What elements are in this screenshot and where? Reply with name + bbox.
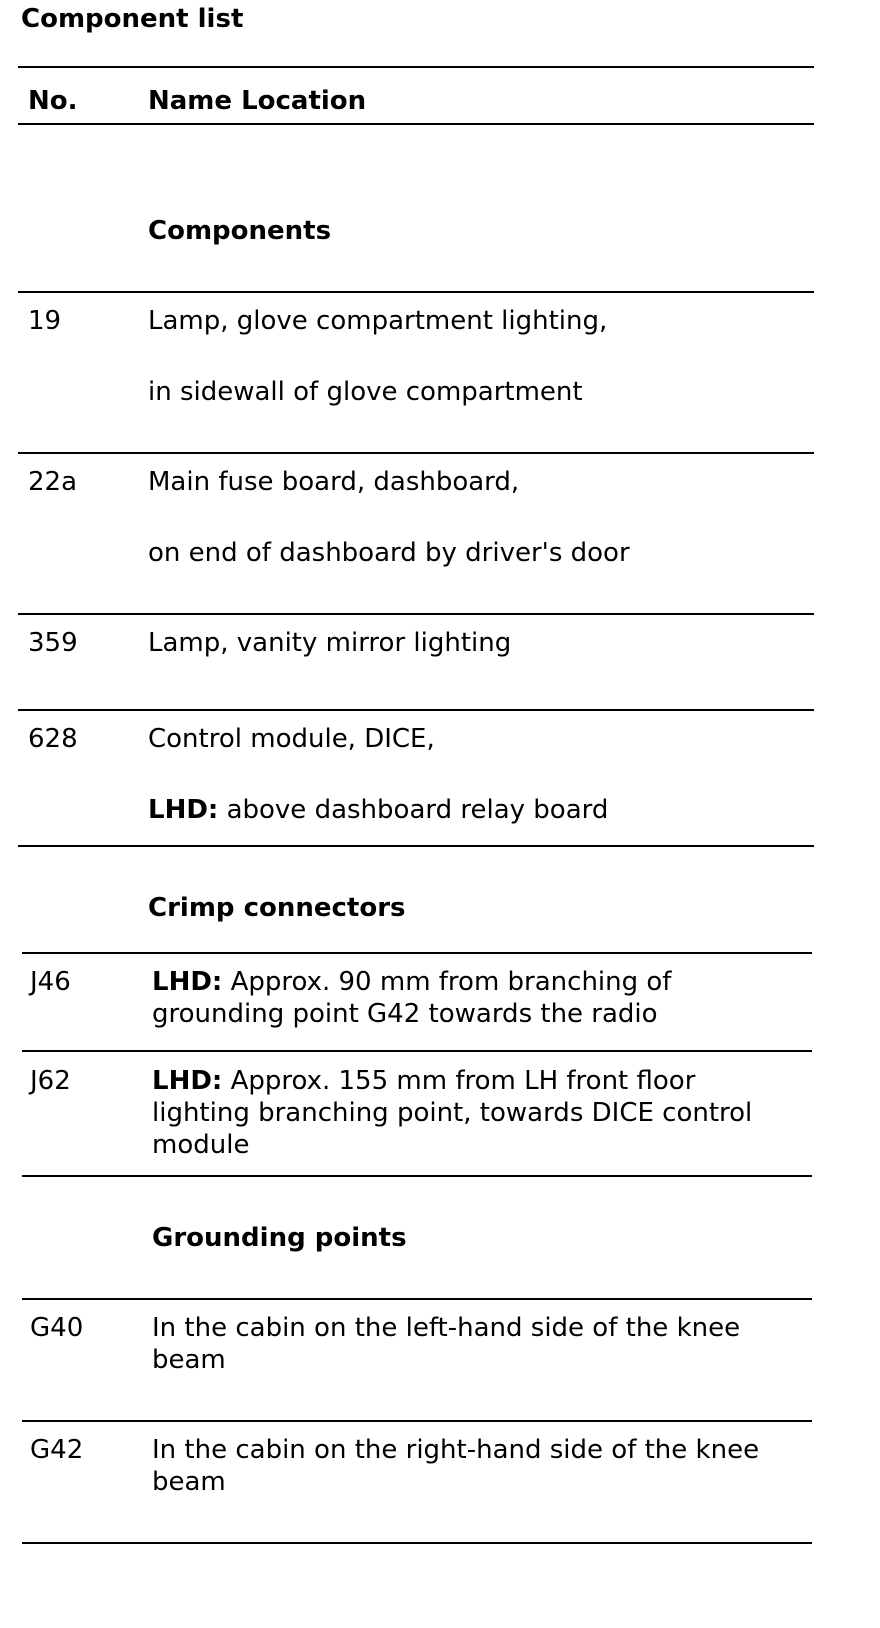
divider: [18, 613, 814, 615]
divider: [18, 66, 814, 68]
divider: [18, 291, 814, 293]
section-heading-grounding-points: Grounding points: [152, 1223, 407, 1253]
row-name: Control module, DICE,: [148, 724, 435, 754]
row-location-text: Approx. 155 mm from LH front floor: [222, 1066, 696, 1096]
row-number: G40: [30, 1313, 84, 1343]
divider: [22, 1175, 812, 1177]
row-location-text: Approx. 90 mm from branching of: [222, 967, 672, 997]
row-number: J46: [30, 967, 71, 997]
row-number: 19: [28, 306, 62, 336]
row-location: [148, 797, 608, 823]
divider: [18, 452, 814, 454]
section-heading-crimp-connectors: Crimp connectors: [148, 893, 406, 923]
row-location-cont: lighting branching point, towards DICE control: [152, 1098, 753, 1128]
row-number: J62: [30, 1066, 71, 1096]
divider: [22, 1050, 812, 1052]
divider: [22, 952, 812, 954]
row-location: on end of dashboard by driver's door: [148, 538, 630, 568]
divider: [22, 1298, 812, 1300]
row-location: [152, 1068, 695, 1094]
divider: [22, 1542, 812, 1544]
column-header-no: No.: [28, 86, 78, 116]
row-location-cont: grounding point G42 towards the radio: [152, 999, 658, 1029]
row-location: [152, 969, 671, 995]
row-name: Lamp, vanity mirror lighting: [148, 628, 512, 658]
section-heading-components: Components: [148, 216, 332, 246]
row-location: In the cabin on the left-hand side of the knee: [152, 1313, 741, 1343]
divider: [22, 1420, 812, 1422]
row-name: Lamp, glove compartment lighting,: [148, 306, 608, 336]
row-number: G42: [30, 1435, 84, 1465]
lhd-label: LHD:: [152, 967, 223, 997]
row-location-cont: module: [152, 1130, 250, 1160]
row-number: 22a: [28, 467, 78, 497]
page-title: Component list: [21, 4, 244, 34]
row-location: In the cabin on the right-hand side of the knee: [152, 1435, 760, 1465]
row-location: in sidewall of glove compartment: [148, 377, 583, 407]
divider: [18, 709, 814, 711]
row-number: 628: [28, 724, 78, 754]
row-name: Main fuse board, dashboard,: [148, 467, 520, 497]
divider: [18, 123, 814, 125]
divider: [18, 845, 814, 847]
row-location-cont: beam: [152, 1467, 226, 1497]
row-number: 359: [28, 628, 78, 658]
lhd-label: LHD:: [152, 1066, 223, 1096]
row-location-cont: beam: [152, 1345, 226, 1375]
column-header-name-location: Name Location: [148, 86, 367, 116]
row-location-text: above dashboard relay board: [218, 795, 609, 825]
lhd-label: LHD:: [148, 795, 219, 825]
